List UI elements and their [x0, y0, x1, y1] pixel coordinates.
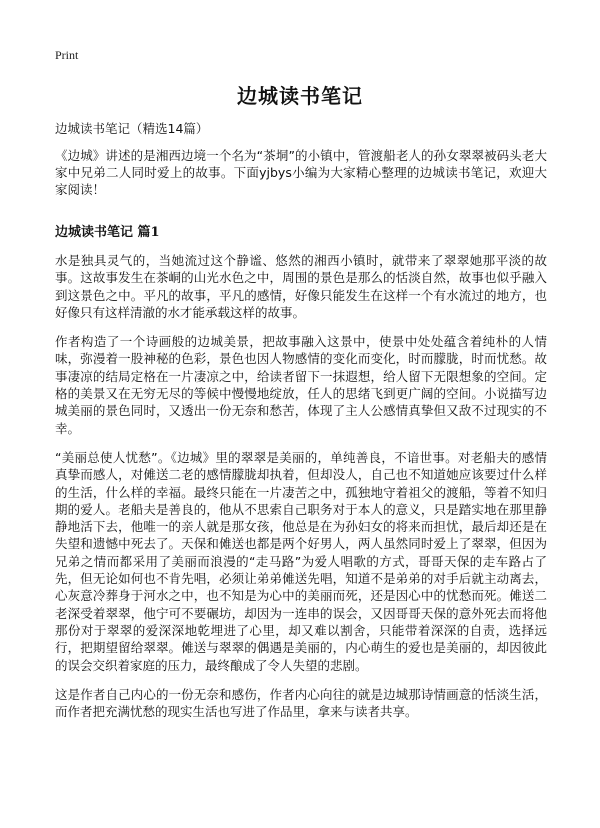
body-paragraph: 作者构造了一个诗画般的边城美景，把故事融入这景中，使景中处处蕴含着纯朴的人情味，弥漫着一股神秘的色彩，景色也因人物感情的变化而变化，时而朦胧，时而忧愁。故事凄凉的结局定格在一片凄凉之中，给读者留下一抹遐想，给人留下无限想象的空间。定格的美景又在无穷无尽的等候中慢慢地绽放，任人的思绪飞到更广阔的空间。小说描写边城美丽的景色同时，又透出一份无奈和愁苦，体现了主人公感情真挚但又敌不过现实的不幸。 [55, 334, 547, 436]
document-body [55, 120, 547, 732]
page-title: 边城读书笔记 [237, 84, 363, 108]
document-subtitle: 边城读书笔记（精选14篇） [55, 121, 209, 136]
body-paragraph: 水是独具灵气的，当她流过这个静谧、悠然的湘西小镇时，就带来了翠翠她那平淡的故事。这故事发生在茶峒的山光水色之中，周围的景色是那么的恬淡自然，故事也似乎融入到这景色之中。平凡的故事，平凡的感情，好像只能发生在这样一个有水流过的地方，也好像只有这样清澈的水才能承载这样的故事。 [55, 253, 547, 320]
body-paragraph: 这是作者自己内心的一份无奈和感伤，作者内心向往的就是边城那诗情画意的恬淡生活，而作者把充满忧愁的现实生活也写进了作品里，拿来与读者共享。 [55, 686, 547, 720]
intro-paragraph: 《边城》讲述的是湘西边境一个名为“茶垌”的小镇中，管渡船老人的孙女翠翠被码头老大家中兄弟二人同时爱上的故事。下面yjbys小编为大家精心整理的边城读书笔记，欢迎大家阅读！ [55, 148, 547, 197]
section-heading: 边城读书笔记 篇1 [55, 225, 160, 240]
print-label[interactable]: Print [55, 48, 79, 62]
body-paragraph: “美丽总使人忧愁”。《边城》里的翠翠是美丽的，单纯善良，不谙世事。对老船夫的感情真挚而感人，对傩送二老的感情朦胧却执着，但却没人，自己也不知道她应该要过什么样的生活，什么样的幸福。最终只能在一片凄苦之中，孤独地守着祖父的渡船，等着不知归期的爱人。老船夫是善良的，他从不思索自己职务对于本人的意义，只是踏实地在那里静静地活下去，他唯一的亲人就是那女孩，他总是在为孙妇女的将来而担忧，最后却还是在失望和遗憾中死去了。天保和傩送也都是两个好男人，两人虽然同时爱上了翠翠，但因为兄弟之情而都采用了美丽而浪漫的“走马路”为爱人唱歌的方式，哥哥天保的走车路占了先，但无论如何也不肯先唱，必须让弟弟傩送先唱，知道不是弟弟的对手后就主动离去，心灰意冷葬身于河水之中，也不知是为心中的美丽而死，还是因心中的忧愁而死。傩送二老深受着翠翠，他宁可不要碾坊，却因为一连串的误会，又因哥哥天保的意外死去而将他那份对于翠翠的爱深深地乾埋进了心里，却又难以割舍，只能带着深深的自责，选择远行，把期望留给翠翠。傩送与翠翠的偶遇是美丽的，内心萌生的爱也是美丽的，却因彼此的误会交织着家庭的压力，最终酿成了令人失望的悲剧。 [55, 449, 547, 673]
